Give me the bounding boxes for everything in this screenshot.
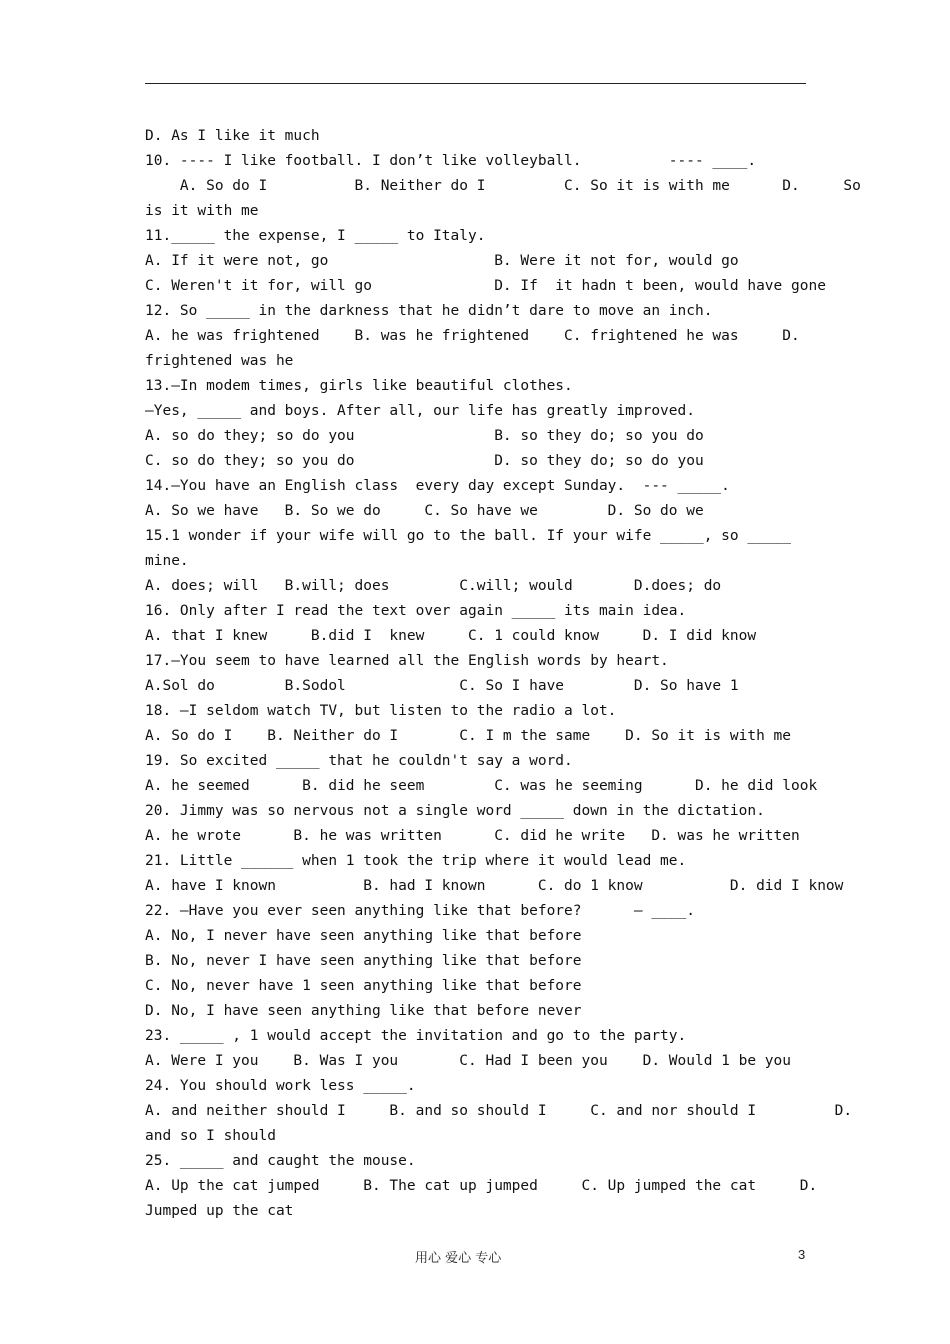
text-line: B. No, never I have seen anything like that before [145, 953, 582, 969]
footer-motto: 用心 爱心 专心 [415, 1251, 502, 1266]
page-footer [0, 1247, 950, 1267]
text-line: A. that I knew B.did I knew C. 1 could know D. I did know [145, 628, 757, 644]
text-line: A. Up the cat jumped B. The cat up jumped C. Up jumped the cat D. [145, 1178, 818, 1194]
text-line: A. so do they; so do you B. so they do; so you do [145, 428, 704, 444]
text-line: D. No, I have seen anything like that before never [145, 1003, 582, 1019]
text-line: A. he wrote B. he was written C. did he write D. was he written [145, 828, 800, 844]
text-line: 25. _____ and caught the mouse. [145, 1153, 416, 1169]
text-line: A. So do I B. Neither do I C. So it is with me D. So [145, 178, 861, 194]
text-line: and so I should [145, 1128, 276, 1144]
text-line: 13.—In modem times, girls like beautiful clothes. [145, 378, 573, 394]
text-line: is it with me [145, 203, 259, 219]
text-line: frightened was he [145, 353, 294, 369]
text-line: A. does; will B.will; does C.will; would D.does; do [145, 578, 722, 594]
header-rule [145, 83, 806, 84]
page-number: 3 [798, 1247, 806, 1262]
text-line: 10. ---- I like football. I don’t like volleyball. ---- ____. [145, 153, 757, 169]
text-line: A. No, I never have seen anything like that before [145, 928, 582, 944]
text-line: A. have I known B. had I known C. do 1 know D. did I know [145, 878, 844, 894]
text-line: A. If it were not, go B. Were it not for, would go [145, 253, 739, 269]
text-line: 11._____ the expense, I _____ to Italy. [145, 228, 486, 244]
text-line: D. As I like it much [145, 128, 320, 144]
text-line: 19. So excited _____ that he couldn't say a word. [145, 753, 573, 769]
text-line: 15.1 wonder if your wife will go to the ball. If your wife _____, so _____ [145, 528, 792, 544]
text-line: mine. [145, 553, 189, 569]
text-line: A. So do I B. Neither do I C. I m the same D. So it is with me [145, 728, 792, 744]
text-line: 21. Little ______ when 1 took the trip where it would lead me. [145, 853, 687, 869]
text-line: —Yes, _____ and boys. After all, our life has greatly improved. [145, 403, 695, 419]
text-line: A. So we have B. So we do C. So have we D. So do we [145, 503, 704, 519]
text-body [145, 124, 861, 1224]
text-line: 23. _____ , 1 would accept the invitation and go to the party. [145, 1028, 687, 1044]
text-line: C. so do they; so you do D. so they do; so do you [145, 453, 704, 469]
text-line: Jumped up the cat [145, 1203, 294, 1219]
text-line: 24. You should work less _____. [145, 1078, 416, 1094]
text-line: A.Sol do B.Sodol C. So I have D. So have 1 [145, 678, 739, 694]
text-line: A. he was frightened B. was he frightened C. frightened he was D. [145, 328, 800, 344]
text-line: C. Weren't it for, will go D. If it hadn t been, would have gone [145, 278, 826, 294]
text-line: 16. Only after I read the text over again _____ its main idea. [145, 603, 687, 619]
text-line: 17.—You seem to have learned all the English words by heart. [145, 653, 669, 669]
text-line: 22. —Have you ever seen anything like that before? — ____. [145, 903, 695, 919]
text-line: 14.—You have an English class every day except Sunday. --- _____. [145, 478, 730, 494]
text-line: C. No, never have 1 seen anything like that before [145, 978, 582, 994]
text-line: 12. So _____ in the darkness that he didn’t dare to move an inch. [145, 303, 713, 319]
text-line: A. and neither should I B. and so should I C. and nor should I D. [145, 1103, 853, 1119]
text-line: A. Were I you B. Was I you C. Had I been you D. Would 1 be you [145, 1053, 792, 1069]
text-line: A. he seemed B. did he seem C. was he seeming D. he did look [145, 778, 818, 794]
text-line: 18. —I seldom watch TV, but listen to the radio a lot. [145, 703, 617, 719]
text-line: 20. Jimmy was so nervous not a single word _____ down in the dictation. [145, 803, 765, 819]
